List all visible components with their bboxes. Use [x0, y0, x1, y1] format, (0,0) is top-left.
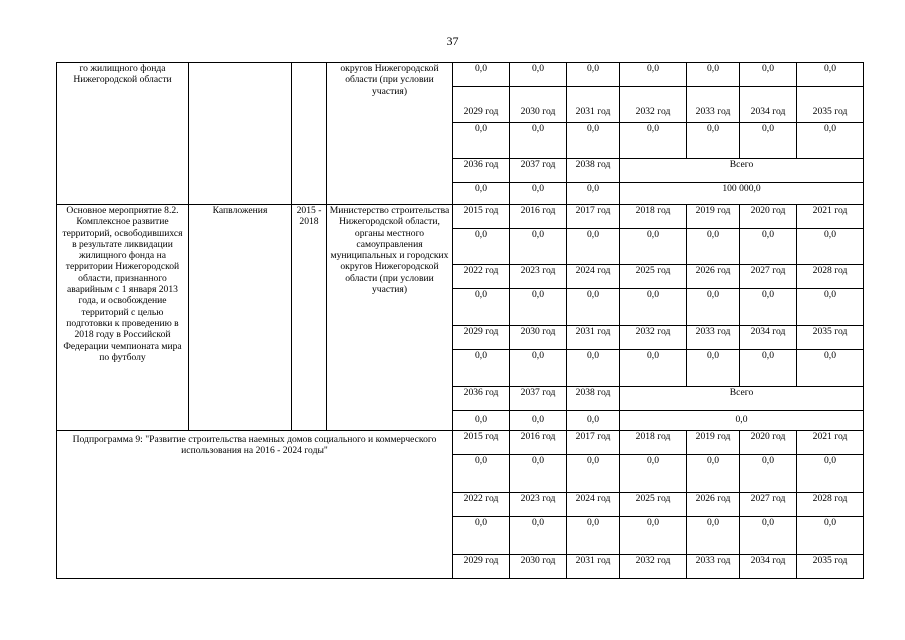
year-cell: 2027 год — [740, 493, 797, 517]
year-cell: 2032 год — [620, 555, 687, 579]
value-cell: 0,0 — [453, 229, 510, 265]
year-cell: 2021 год — [797, 431, 864, 455]
value-cell: 0,0 — [620, 350, 687, 387]
year-cell: 2019 год — [687, 205, 740, 229]
value-cell: 0,0 — [797, 289, 864, 326]
value-cell: 0,0 — [740, 63, 797, 87]
total-value-cell: 100 000,0 — [620, 183, 864, 205]
year-cell: 2033 год — [687, 555, 740, 579]
activity-name-cell — [57, 63, 189, 205]
funding-type-cell — [189, 63, 292, 205]
year-cell: 2034 год — [740, 326, 797, 350]
executor-cell — [327, 63, 453, 205]
year-cell: 2033 год — [687, 87, 740, 123]
value-cell: 0,0 — [740, 455, 797, 493]
year-cell: 2028 год — [797, 493, 864, 517]
year-cell: 2036 год — [453, 159, 510, 183]
year-cell: 2035 год — [797, 87, 864, 123]
value-cell: 0,0 — [510, 455, 567, 493]
year-cell: 2029 год — [453, 87, 510, 123]
value-cell: 0,0 — [740, 229, 797, 265]
activity-name-cell — [57, 205, 189, 431]
value-cell: 0,0 — [567, 123, 620, 159]
executor-cell — [327, 205, 453, 431]
activity-name: го жилищного фонда Нижегородской области — [73, 63, 172, 86]
value-cell: 0,0 — [567, 455, 620, 493]
program-funding-table — [56, 62, 864, 579]
year-cell: 2024 год — [567, 265, 620, 289]
subprogram-title: Подпрограмма 9: "Развитие строительства наемных домов социального и коммерческого использования на 2016 - 2024 годы" — [72, 434, 437, 457]
year-cell: 2034 год — [740, 555, 797, 579]
executor-text: округов Нижегородской области (при условии участия) — [340, 63, 439, 97]
table-row — [57, 205, 864, 229]
value-cell: 0,0 — [510, 517, 567, 555]
year-cell: 2026 год — [687, 265, 740, 289]
year-cell: 2038 год — [567, 159, 620, 183]
value-cell: 0,0 — [567, 350, 620, 387]
year-cell: 2037 год — [510, 387, 567, 411]
value-cell: 0,0 — [453, 455, 510, 493]
year-cell: 2035 год — [797, 326, 864, 350]
year-cell: 2037 год — [510, 159, 567, 183]
value-cell: 0,0 — [510, 229, 567, 265]
value-cell: 0,0 — [687, 517, 740, 555]
funding-type-cell: Капвложения — [189, 205, 292, 431]
year-cell: 2016 год — [510, 205, 567, 229]
year-cell: 2025 год — [620, 493, 687, 517]
year-cell: 2031 год — [567, 87, 620, 123]
year-cell: 2030 год — [510, 87, 567, 123]
year-cell: 2031 год — [567, 326, 620, 350]
year-cell: 2031 год — [567, 555, 620, 579]
year-cell: 2015 год — [453, 431, 510, 455]
value-cell: 0,0 — [567, 229, 620, 265]
value-cell: 0,0 — [453, 411, 510, 431]
year-cell: 2018 год — [620, 431, 687, 455]
year-cell: 2021 год — [797, 205, 864, 229]
year-cell: 2036 год — [453, 387, 510, 411]
total-value-cell: 0,0 — [620, 411, 864, 431]
value-cell: 0,0 — [687, 455, 740, 493]
value-cell: 0,0 — [453, 289, 510, 326]
value-cell: 0,0 — [687, 289, 740, 326]
value-cell: 0,0 — [740, 123, 797, 159]
table-row — [57, 63, 864, 87]
year-cell: 2023 год — [510, 265, 567, 289]
year-cell: 2029 год — [453, 555, 510, 579]
year-cell: 2022 год — [453, 265, 510, 289]
year-cell: 2030 год — [510, 555, 567, 579]
value-cell: 0,0 — [620, 455, 687, 493]
value-cell: 0,0 — [797, 455, 864, 493]
value-cell: 0,0 — [687, 350, 740, 387]
value-cell: 0,0 — [453, 123, 510, 159]
value-cell: 0,0 — [740, 289, 797, 326]
year-cell: 2025 год — [620, 265, 687, 289]
year-cell: 2030 год — [510, 326, 567, 350]
value-cell: 0,0 — [453, 183, 510, 205]
value-cell: 0,0 — [620, 63, 687, 87]
value-cell: 0,0 — [740, 350, 797, 387]
value-cell: 0,0 — [453, 517, 510, 555]
value-cell: 0,0 — [797, 517, 864, 555]
year-cell: 2018 год — [620, 205, 687, 229]
year-cell: 2032 год — [620, 326, 687, 350]
year-cell: 2017 год — [567, 205, 620, 229]
value-cell: 0,0 — [687, 123, 740, 159]
year-cell: 2019 год — [687, 431, 740, 455]
year-cell: 2033 год — [687, 326, 740, 350]
year-cell: 2028 год — [797, 265, 864, 289]
year-cell: 2026 год — [687, 493, 740, 517]
year-cell: 2038 год — [567, 387, 620, 411]
year-cell: 2023 год — [510, 493, 567, 517]
year-cell: 2034 год — [740, 87, 797, 123]
value-cell: 0,0 — [687, 63, 740, 87]
value-cell: 0,0 — [510, 411, 567, 431]
value-cell: 0,0 — [797, 350, 864, 387]
value-cell: 0,0 — [620, 517, 687, 555]
activity-name: Основное мероприятие 8.2. Комплексное развитие территорий, освободившихся в результате ликвидации жилищного фонда на территории Нижегородской области, признанного аварийным с 1 января 2013 года, и освобождение территорий с целью подготовки к проведению в 2018 году в Российской Федерации чемпионата мира по футболу — [62, 205, 183, 363]
total-label-cell: Всего — [620, 387, 864, 411]
value-cell: 0,0 — [620, 123, 687, 159]
period-cell: 2015 - 2018 — [292, 205, 327, 431]
value-cell: 0,0 — [620, 229, 687, 265]
value-cell: 0,0 — [567, 183, 620, 205]
value-cell: 0,0 — [797, 63, 864, 87]
value-cell: 0,0 — [567, 289, 620, 326]
value-cell: 0,0 — [740, 517, 797, 555]
page-number: 37 — [446, 34, 459, 48]
value-cell: 0,0 — [453, 63, 510, 87]
year-cell: 2015 год — [453, 205, 510, 229]
value-cell: 0,0 — [687, 229, 740, 265]
year-cell: 2027 год — [740, 265, 797, 289]
value-cell: 0,0 — [797, 123, 864, 159]
value-cell: 0,0 — [510, 63, 567, 87]
value-cell: 0,0 — [567, 411, 620, 431]
value-cell: 0,0 — [453, 350, 510, 387]
value-cell: 0,0 — [620, 289, 687, 326]
value-cell: 0,0 — [510, 183, 567, 205]
year-cell: 2016 год — [510, 431, 567, 455]
year-cell: 2017 год — [567, 431, 620, 455]
year-cell: 2020 год — [740, 431, 797, 455]
value-cell: 0,0 — [567, 517, 620, 555]
value-cell: 0,0 — [797, 229, 864, 265]
year-cell: 2020 год — [740, 205, 797, 229]
total-label-cell: Всего — [620, 159, 864, 183]
table-row — [57, 431, 864, 455]
year-cell: 2032 год — [620, 87, 687, 123]
period-cell — [292, 63, 327, 205]
value-cell: 0,0 — [510, 350, 567, 387]
value-cell: 0,0 — [510, 123, 567, 159]
year-cell: 2022 год — [453, 493, 510, 517]
subprogram-title-cell — [57, 431, 453, 579]
executor-text: Министерство строительства Нижегородской области, органы местного самоуправления муниципальных и городских округов Нижегородской области (при условии участия) — [329, 205, 450, 296]
value-cell: 0,0 — [567, 63, 620, 87]
value-cell: 0,0 — [510, 289, 567, 326]
year-cell: 2024 год — [567, 493, 620, 517]
year-cell: 2029 год — [453, 326, 510, 350]
year-cell: 2035 год — [797, 555, 864, 579]
